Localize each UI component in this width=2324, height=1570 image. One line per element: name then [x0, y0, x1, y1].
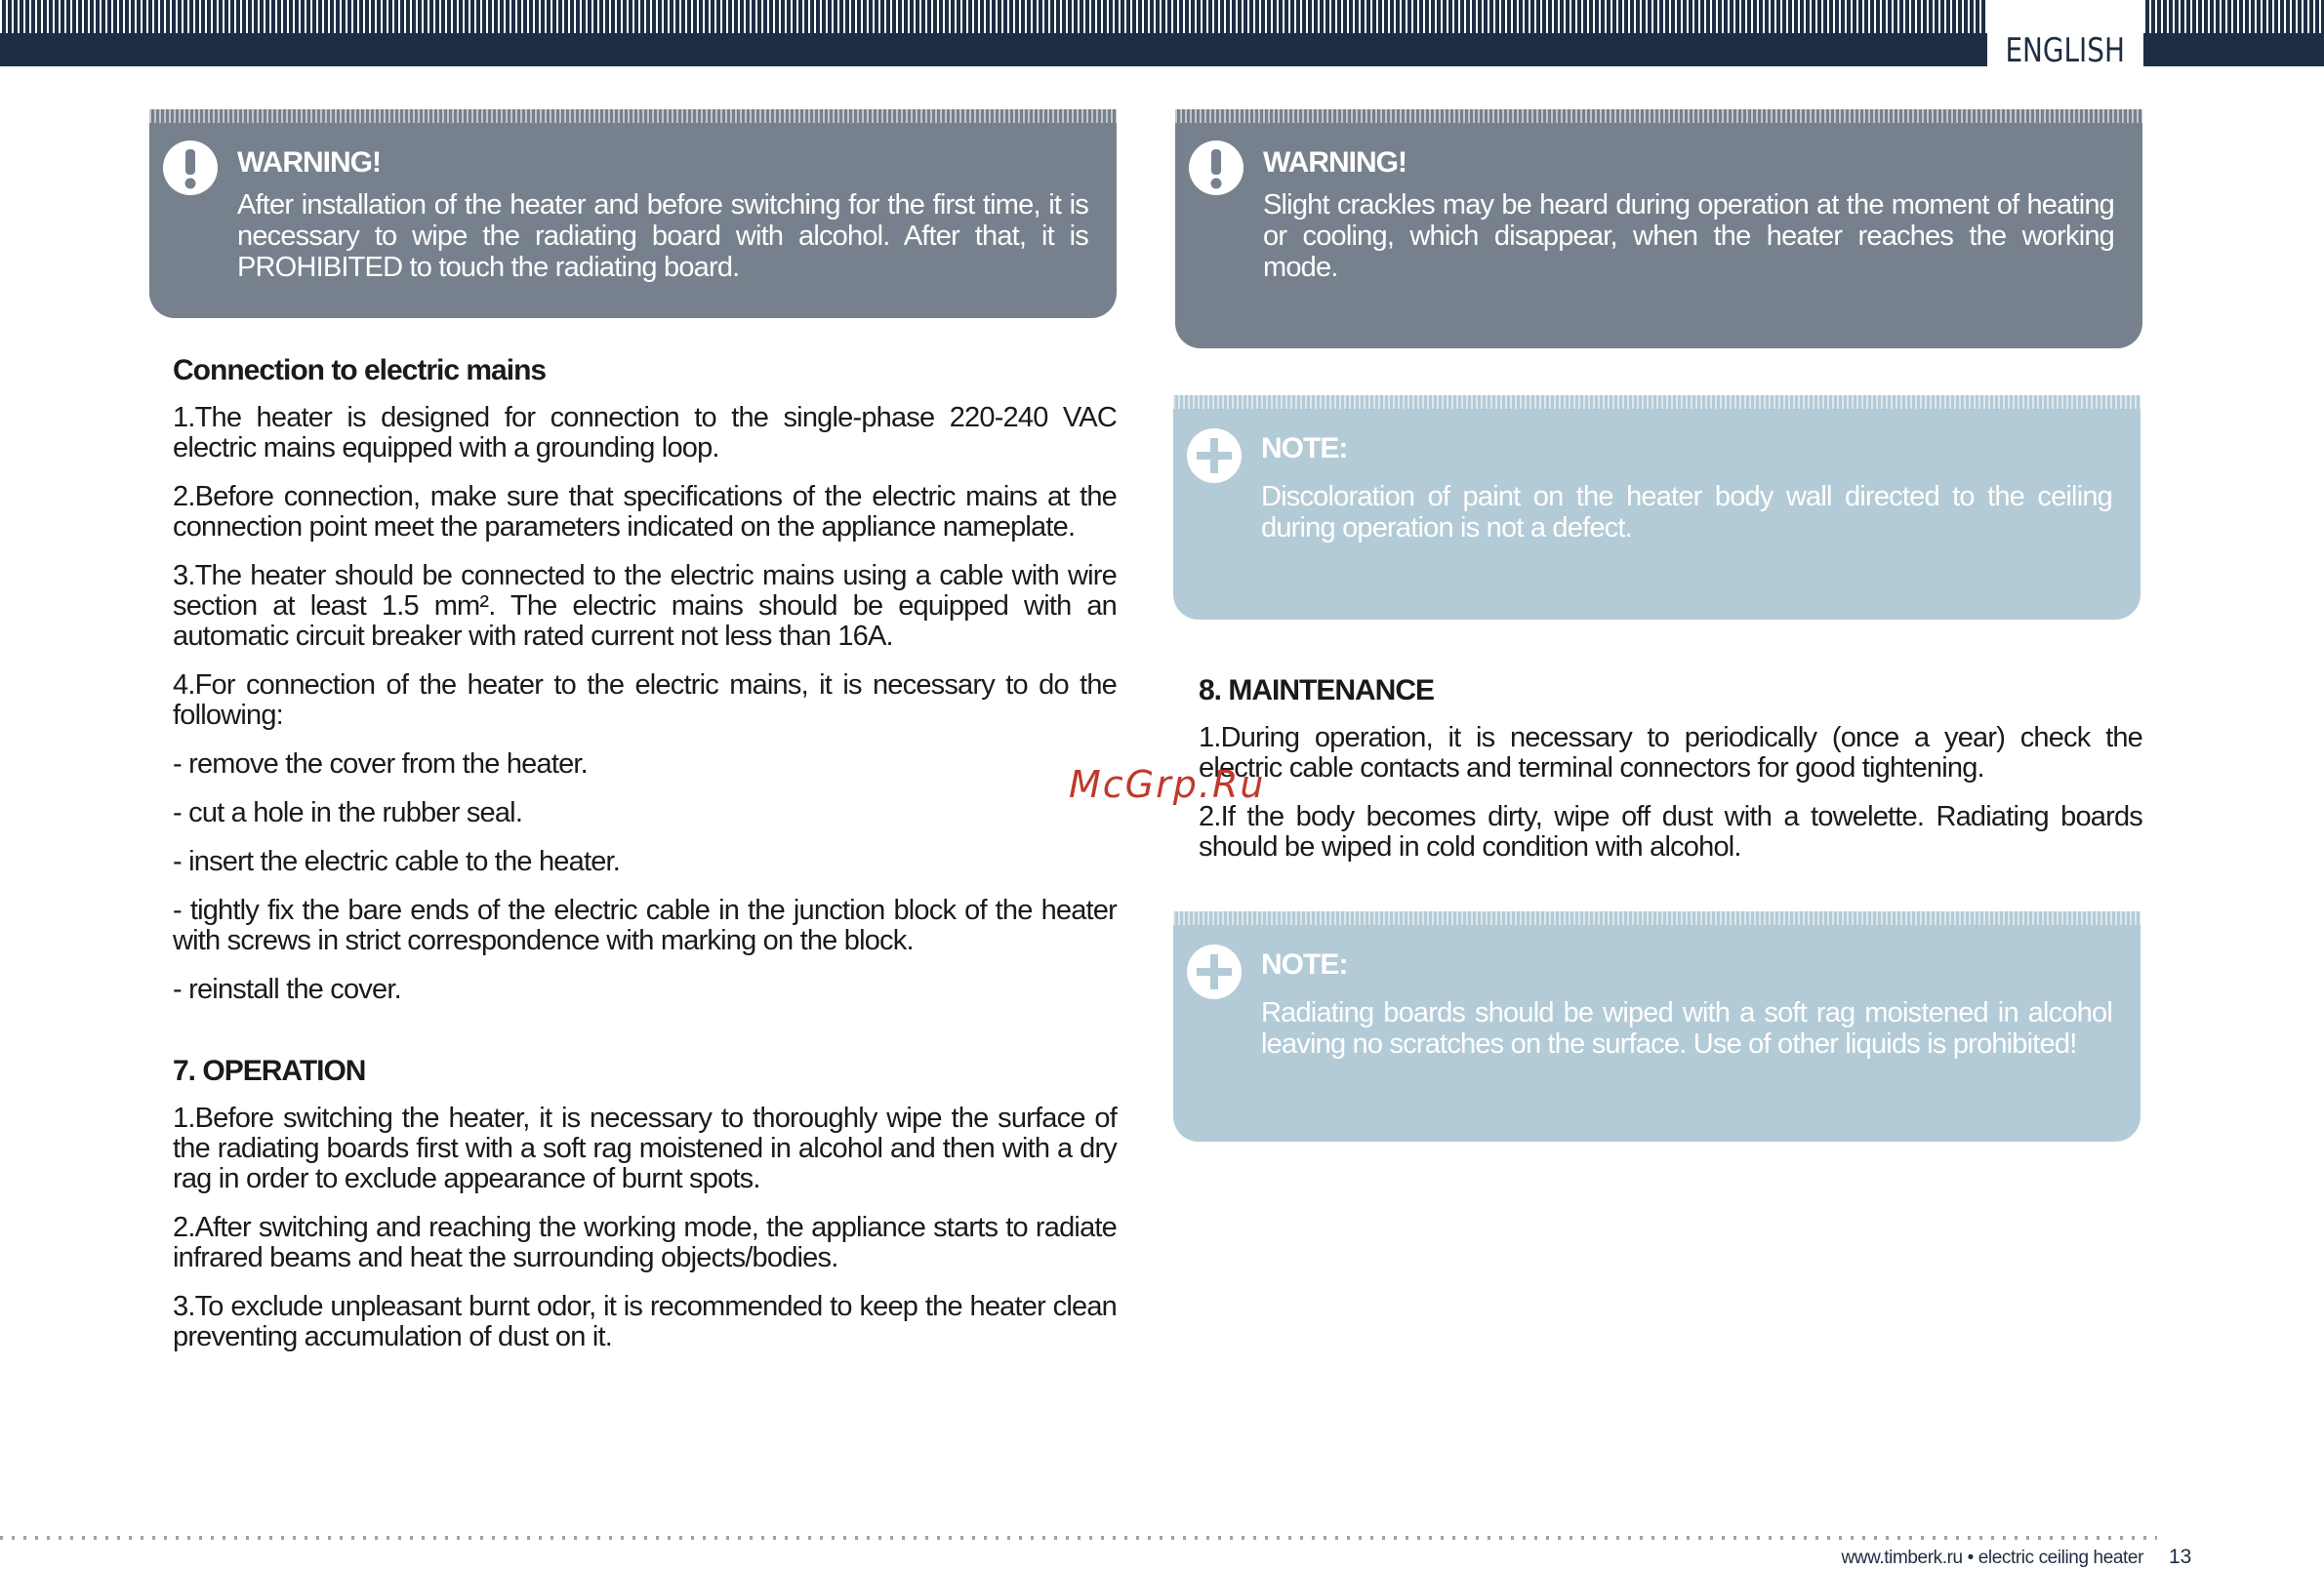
plus-icon — [1187, 428, 1242, 483]
header-band — [0, 0, 2324, 66]
maintenance-paragraph: 1.During operation, it is necessary to periodically (once a year) check the electric cable contacts and terminal connectors for good tightening. — [1199, 722, 2142, 784]
warning-title: WARNING! — [237, 146, 381, 179]
connection-step: - tightly fix the bare ends of the electric cable in the junction block of the heater with screws in strict correspondence with marking on the block. — [173, 895, 1117, 956]
header-stripes — [0, 0, 2324, 33]
right-column — [1199, 675, 2142, 881]
warning-box-right — [1175, 109, 2142, 348]
language-tab — [1987, 0, 2143, 78]
warning-title: WARNING! — [1263, 146, 1407, 179]
note-box-2 — [1173, 911, 2141, 1142]
footer-link[interactable]: www.timberk.ru • electric ceiling heater — [1841, 1548, 2143, 1568]
note-text: Radiating boards should be wiped with a soft rag moistened in alcohol leaving no scratches on the surface. Use of other liquids is prohibited! — [1261, 997, 2112, 1060]
connection-paragraph: 4.For connection of the heater to the electric mains, it is necessary to do the following: — [173, 669, 1117, 731]
maintenance-paragraph: 2.If the body becomes dirty, wipe off dust with a towelette. Radiating boards should be wiped in cold condition with alcohol. — [1199, 801, 2142, 863]
connection-paragraph: 1.The heater is designed for connection to the single-phase 220-240 VAC electric mains equipped with a grounding loop. — [173, 402, 1117, 463]
box-hatch — [1173, 395, 2141, 409]
language-label: ENGLISH — [2005, 31, 2126, 70]
operation-heading: 7. OPERATION — [173, 1055, 366, 1087]
note-box-1 — [1173, 395, 2141, 620]
note-text: Discoloration of paint on the heater body wall directed to the ceiling during operation is not a defect. — [1261, 481, 2112, 543]
footer-dotted-line — [0, 1536, 2157, 1540]
note-title: NOTE: — [1261, 948, 1348, 981]
box-hatch — [1173, 911, 2141, 925]
page-number: 13 — [2169, 1546, 2192, 1568]
operation-paragraph: 3.To exclude unpleasant burnt odor, it is recommended to keep the heater clean preventing accumulation of dust on it. — [173, 1291, 1117, 1352]
connection-heading: Connection to electric mains — [173, 354, 547, 386]
box-hatch — [149, 109, 1117, 123]
exclamation-icon — [163, 141, 218, 195]
exclamation-icon — [1189, 141, 1244, 195]
connection-step: - insert the electric cable to the heater. — [173, 846, 621, 877]
watermark: McGrp.Ru — [1069, 763, 1266, 806]
maintenance-heading: 8. MAINTENANCE — [1199, 674, 1435, 706]
plus-icon — [1187, 945, 1242, 999]
connection-step: - cut a hole in the rubber seal. — [173, 797, 523, 828]
note-title: NOTE: — [1261, 432, 1348, 464]
warning-text: After installation of the heater and before switching for the first time, it is necessary to wipe the radiating board with alcohol. After that, it is PROHIBITED to touch the radiating board. — [237, 189, 1088, 283]
connection-paragraph: 3.The heater should be connected to the electric mains using a cable with wire section at least 1.5 mm². The electric mains should be equipped with an automatic circuit breaker with rated current not less than 16A. — [173, 560, 1117, 652]
operation-paragraph: 2.After switching and reaching the working mode, the appliance starts to radiate infrared beams and heat the surrounding objects/bodies. — [173, 1212, 1117, 1273]
box-hatch — [1175, 109, 2142, 123]
warning-box-left — [149, 109, 1117, 318]
operation-paragraph: 1.Before switching the heater, it is necessary to thoroughly wipe the surface of the radiating boards first with a soft rag moistened in alcohol and then with a dry rag in order to exclude appearance of burnt spots. — [173, 1103, 1117, 1194]
connection-step: - reinstall the cover. — [173, 974, 401, 1005]
connection-step: - remove the cover from the heater. — [173, 748, 588, 780]
connection-paragraph: 2.Before connection, make sure that specifications of the electric mains at the connection point meet the parameters indicated on the appliance nameplate. — [173, 481, 1117, 543]
warning-text: Slight crackles may be heard during operation at the moment of heating or cooling, which disappear, when the heater reaches the working mode. — [1263, 189, 2114, 283]
left-column — [173, 355, 1117, 1371]
